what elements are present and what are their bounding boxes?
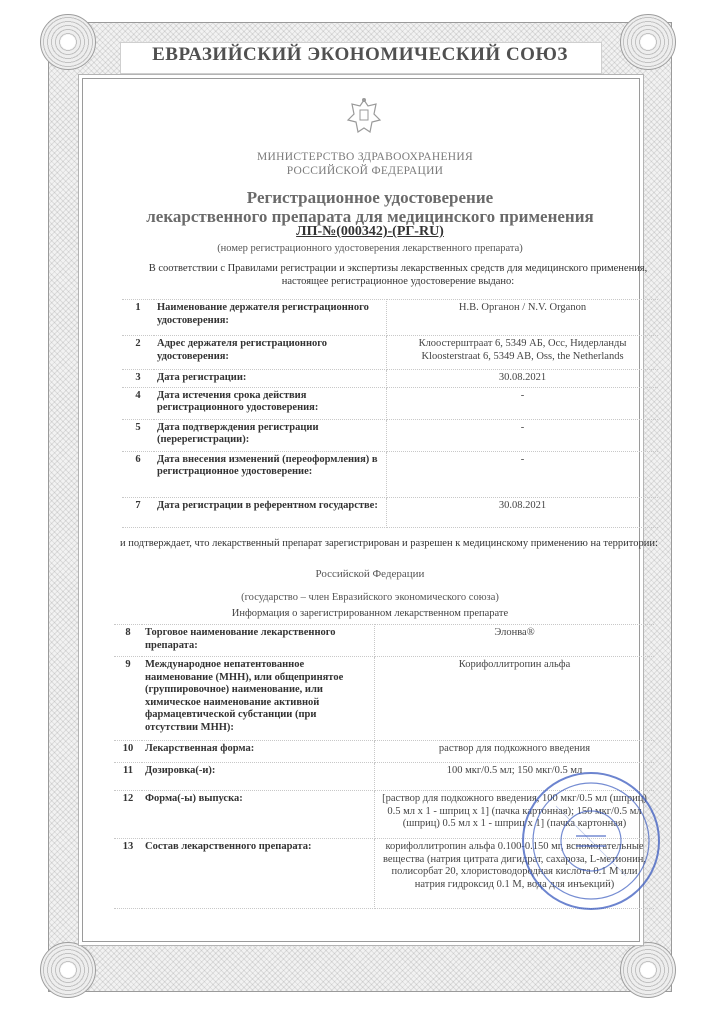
table-row (122, 451, 658, 497)
confirmation-text: и подтверждает, что лекарственный препарат зарегистрирован и разрешен к медицинскому применению на территории: (120, 538, 658, 549)
table-row (122, 497, 658, 527)
row-value: корифоллитропин альфа 0.100-0.150 мг, вспомогательные вещества (натрия цитрата дигидрат, сахароза, L-метионин, полисорбат 20, хлористоводородная кислота 0.1 М или натрия гидроксид 0.1 М, вода для инъекций) (375, 839, 655, 909)
table-row (122, 300, 658, 336)
registration-number-caption: (номер регистрационного удостоверения лекарственного препарата) (217, 243, 523, 254)
row-number: 12 (114, 791, 142, 839)
union-title: ЕВРАЗИЙСКИЙ ЭКОНОМИЧЕСКИЙ СОЮЗ (152, 44, 568, 65)
country-name: Российской Федерации (315, 568, 425, 580)
row-label: Адрес держателя регистрационного удостоверения: (154, 336, 387, 370)
row-number: 7 (122, 497, 154, 527)
row-value: раствор для подкожного введения (375, 741, 655, 763)
row-value: 30.08.2021 (387, 370, 659, 388)
row-number: 9 (114, 657, 142, 741)
row-number: 13 (114, 839, 142, 909)
ministry-line-2: РОССИЙСКОЙ ФЕДЕРАЦИИ (286, 165, 444, 177)
document-title (110, 188, 630, 226)
row-number: 5 (122, 419, 154, 451)
row-label: Состав лекарственного препарата: (142, 839, 375, 909)
row-label: Торговое наименование лекарственного препарата: (142, 625, 375, 657)
row-value: - (387, 451, 659, 497)
title-line-2: лекарственного препарата для медицинского применения (146, 207, 594, 226)
coat-of-arms-icon (346, 96, 382, 136)
corner-rosette (40, 942, 96, 998)
row-value: Корифоллитропин альфа (375, 657, 655, 741)
table-row (122, 370, 658, 388)
ministry-line-1: МИНИСТЕРСТВО ЗДРАВООХРАНЕНИЯ (256, 151, 473, 163)
row-number: 3 (122, 370, 154, 388)
registration-table (122, 299, 658, 528)
row-number: 8 (114, 625, 142, 657)
row-value: [раствор для подкожного введения, 100 мкг/0.5 мл (шприц) 0.5 мл x 1 - шприц x 1] (пачка картонная); 150 мкг/0.5 мл (шприц) 0.5 мл x 1 - шприц x 1] (пачка картонная) (375, 791, 655, 839)
row-number: 6 (122, 451, 154, 497)
table-row (114, 741, 654, 763)
row-value: - (387, 387, 659, 419)
row-label: Дата регистрации: (154, 370, 387, 388)
row-value: Клоостерштраат 6, 5349 АБ, Осс, Нидерланды Kloosterstraat 6, 5349 AB, Oss, the Netherlands (387, 336, 659, 370)
row-label: Дата подтверждения регистрации (перерегистрации): (154, 419, 387, 451)
row-label: Лекарственная форма: (142, 741, 375, 763)
ministry-name (180, 150, 550, 178)
row-number: 10 (114, 741, 142, 763)
row-label: Форма(-ы) выпуска: (142, 791, 375, 839)
row-value: Н.В. Органон / N.V. Organon (387, 300, 659, 336)
drug-info-heading: Информация о зарегистрированном лекарственном препарате (231, 608, 509, 619)
row-number: 2 (122, 336, 154, 370)
table-row (122, 387, 658, 419)
row-label: Дозировка(-и): (142, 763, 375, 791)
row-label: Наименование держателя регистрационного удостоверения: (154, 300, 387, 336)
row-label: Дата регистрации в референтном государстве: (154, 497, 387, 527)
row-value: - (387, 419, 659, 451)
row-number: 1 (122, 300, 154, 336)
row-number: 11 (114, 763, 142, 791)
row-value: 30.08.2021 (387, 497, 659, 527)
official-stamp-icon (516, 766, 666, 916)
row-label: Дата истечения срока действия регистрационного удостоверения: (154, 387, 387, 419)
title-line-1: Регистрационное удостоверение (246, 188, 494, 207)
table-row (114, 625, 654, 657)
table-row (122, 419, 658, 451)
table-row (122, 336, 658, 370)
row-label: Дата внесения изменений (переоформления) в регистрационное удостоверение: (154, 451, 387, 497)
row-number: 4 (122, 387, 154, 419)
country-caption: (государство – член Евразийского экономического союза) (241, 592, 499, 603)
corner-rosette (40, 14, 96, 70)
registration-number: ЛП-№(000342)-(РГ-RU) (296, 224, 444, 239)
corner-rosette (620, 942, 676, 998)
corner-rosette (620, 14, 676, 70)
row-label: Международное непатентованное наименование (МНН), или общепринятое (группировочное) наименование, или химическое наименование активной фармацевтической субстанции (при отсутствии МНН): (142, 657, 375, 741)
row-value: 100 мкг/0.5 мл; 150 мкг/0.5 мл (375, 763, 655, 791)
row-value: Элонва® (375, 625, 655, 657)
intro-text: В соответствии с Правилами регистрации и экспертизы лекарственных средств для медицинского применения, настоящее регистрационное удостоверение выдано: (148, 263, 648, 287)
table-row (114, 657, 654, 741)
